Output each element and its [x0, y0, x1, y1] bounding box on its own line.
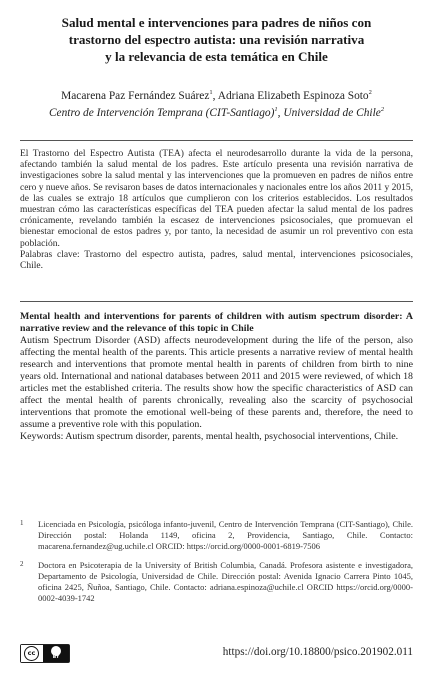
footnote-2-text: Doctora en Psicoterapia de la University of British Columbia, Canadá. Profesora asistente e investigadora, Departamento de Psicología, Universidad de Chile. Dirección postal: Avenida Ignacio Carrera Pinto 1045, oficina 2425, Ñuñoa, Santiago, Chile. Contacto: adriana.espinoza@uchile.cl ORCID https://orcid.org/0000-0002-4039-1742	[38, 560, 413, 603]
title-line-3: y la relevancia de esta temática en Chile	[105, 49, 328, 64]
footnote-1-text: Licenciada en Psicología, psicóloga infanto-juvenil, Centro de Intervención Temprana (CIT-Santiago), Chile. Dirección postal: Holanda 1149, oficina 2, Providencia, Santiago, Chile. Contacto: macarena.fernandez@ug.uchile.cl ORCID: https://orcid.org/0000-0001-6819-7506	[38, 519, 413, 551]
doi-link[interactable]: https://doi.org/10.18800/psico.201902.011	[222, 646, 413, 658]
cc-icon: cc	[24, 646, 39, 661]
affiliation-2-sup: 2	[380, 106, 385, 113]
footnote-2-number: 2	[20, 560, 24, 568]
title-line-2: trastorno del espectro autista: una revisión narrativa	[68, 32, 365, 47]
cc-by-icon[interactable]	[20, 644, 70, 663]
footnotes	[20, 519, 413, 612]
by-label: BY	[52, 655, 60, 660]
article-title	[20, 14, 413, 65]
author-1-sup: 1	[209, 89, 213, 96]
page-footer	[20, 642, 413, 664]
affiliation-1: Centro de Intervención Temprana (CIT-Santiago)	[48, 107, 275, 119]
footnote-1-number: 1	[20, 519, 24, 527]
title-line-1: Salud mental e intervenciones para padres de niños con	[61, 15, 372, 30]
abstract-english	[20, 311, 413, 443]
abstract-spanish-body: El Trastorno del Espectro Autista (TEA) afecta el neurodesarrollo durante la vida de la persona, afectando también la salud mental de los padres. Este artículo presenta una revisión narrativa de investigaciones sobre la salud mental y las intervenciones que la promueven en padres de niños entre cero y nueve años. Se revisaron bases de datos internacionales y nacionales entre los años 2011 y 2015, de las cuales se extrajo 18 artículos que cumplieron con los criterios establecidos. Los resultados muestran cómo las características específicas del TEA pueden afectar la salud mental de los padres crónicamente, revelando también la escasez de intervenciones psicosociales, que promuevan el bienestar emocional de estos padres y, por tanto, la necesidad de asumir un rol preventivo con esta población.	[20, 149, 413, 249]
author-separator: ,	[212, 90, 218, 102]
abstract-spanish-keywords: Palabras clave: Trastorno del espectro autista, padres, salud mental, intervenciones psicosociales, Chile.	[20, 249, 413, 272]
affiliation-1-sup: 1	[274, 106, 278, 113]
abstract-english-keywords: Keywords: Autism spectrum disorder, parents, mental health, psychosocial interventions, Chile.	[20, 431, 399, 442]
divider-top	[20, 140, 413, 141]
cc-logo-area	[21, 645, 43, 662]
footnote-1	[20, 519, 413, 552]
by-logo-area	[43, 645, 69, 662]
abstract-spanish	[20, 149, 413, 272]
divider-middle	[20, 301, 413, 302]
author-block	[14, 88, 419, 122]
author-2: Adriana Elizabeth Espinoza Soto	[217, 90, 369, 102]
abstract-english-body: Autism Spectrum Disorder (ASD) affects neurodevelopment during the life of the person, also affecting the mental health of the parents. This article presents a narrative review of mental health research and interventions that promote mental health in parents of children from birth to nine years old. International and national databases between 2011 and 2015 were reviewed, of which 18 articles met the established criteria. The results show how the specific characteristics of ASD can affect the mental health of parents chronically, revealing also the scarcity of psychosocial interventions that promote the emotional well-being of these parents and, therefore, the need to assume a preventive role with this population.	[20, 335, 413, 430]
abstract-english-title: Mental health and interventions for parents of children with autism spectrum disorder: A narrative review and the relevance of this topic in Chile	[20, 311, 413, 334]
author-2-sup: 2	[368, 89, 372, 96]
footnote-2	[20, 560, 413, 604]
affiliations	[14, 105, 419, 122]
affiliation-2: Universidad de Chile	[283, 107, 381, 119]
author-names	[14, 88, 419, 105]
author-1: Macarena Paz Fernández Suárez	[61, 90, 210, 102]
affiliation-separator: ,	[277, 107, 284, 119]
